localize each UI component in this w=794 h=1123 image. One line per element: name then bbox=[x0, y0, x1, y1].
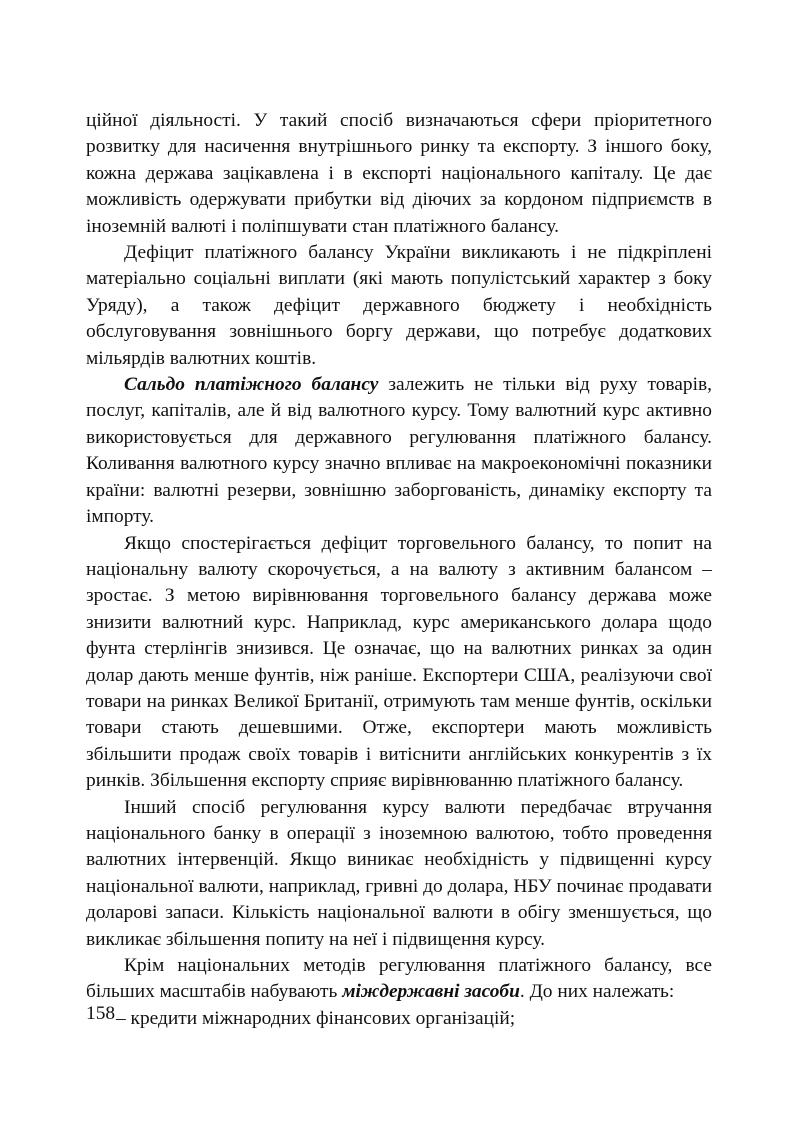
paragraph-text-after: . До них належать: bbox=[519, 981, 675, 1003]
page-text-body bbox=[86, 108, 712, 1032]
page-number: 158 bbox=[86, 1003, 116, 1024]
paragraph-balance-saldo bbox=[86, 372, 712, 530]
paragraph-trade-deficit: Якщо спостерігається дефіцит торговельного балансу, то попит на національну валюту скорочується, а на валюту з активним балансом – зростає. З метою вирівнювання торговельного балансу держава може знизити валютний курс. Наприклад, курс американського долара щодо фунта стерлінгів знизився. Це означає, що на валютних ринках за один долар дають менше фунтів, ніж раніше. Експортери США, реалізуючи свої товари на ринках Великої Британії, отримують там менше фунтів, оскільки товари стають дешевшими. Отже, експортери мають можливість збільшити продаж своїх товарів і витіснити англійських конкурентів з їх ринків. Збільшення експорту сприяє вирівнюванню платіжного балансу. bbox=[86, 532, 712, 792]
paragraph-interventions: Інший спосіб регулювання курсу валюти передбачає втручання національного банку в операції з іноземною валютою, тобто проведення валютних інтервенцій. Якщо виникає необхідність у підвищенні курсу національної валюти, наприклад, гривні до долара, НБУ починає продавати доларові запаси. Кількість національної валюти в обігу зменшується, що викликає збільшення попиту на неї і підвищення курсу. bbox=[86, 796, 712, 950]
paragraph-deficit: Дефіцит платіжного балансу України викликають і не підкріплені матеріально соціальні виплати (які мають популістський характер з боку Уряду), а також дефіцит державного бюджету і необхідність обслуговування зовнішнього боргу держави, що потребує додаткових мільярдів валютних коштів. bbox=[86, 242, 712, 369]
paragraph-text-before: Крім національних методів регулювання платіжного балансу, все більших масштабів набувають bbox=[86, 955, 712, 1003]
paragraph-interstate-means bbox=[86, 953, 712, 1006]
paragraph-continued: ційної діяльності. У такий спосіб визначаються сфери пріоритетного розвитку для насичення внутрішнього ринку та експорту. З іншого боку, кожна держава зацікавлена і в експорті національного капіталу. Це дає можливість одержувати прибутки від діючих за кордоном підприємств в іноземній валюті і поліпшувати стан платіжного балансу. bbox=[86, 110, 712, 237]
term-interstate-means: міждержавні засоби bbox=[342, 981, 520, 1003]
list-item: – кредити міжнародних фінансових організацій; bbox=[116, 1007, 516, 1029]
paragraph-text: залежить не тільки від руху товарів, послуг, капіталів, але й від валютного курсу. Тому валютний курс активно використовується для державного регулювання платіжного балансу. Коливання валютного курсу значно впливає на макроекономічні показники країни: валютні резерви, зовнішню заборгованість, динаміку експорту та імпорту. bbox=[86, 374, 712, 528]
term-saldo: Сальдо платіжного балансу bbox=[124, 374, 379, 396]
